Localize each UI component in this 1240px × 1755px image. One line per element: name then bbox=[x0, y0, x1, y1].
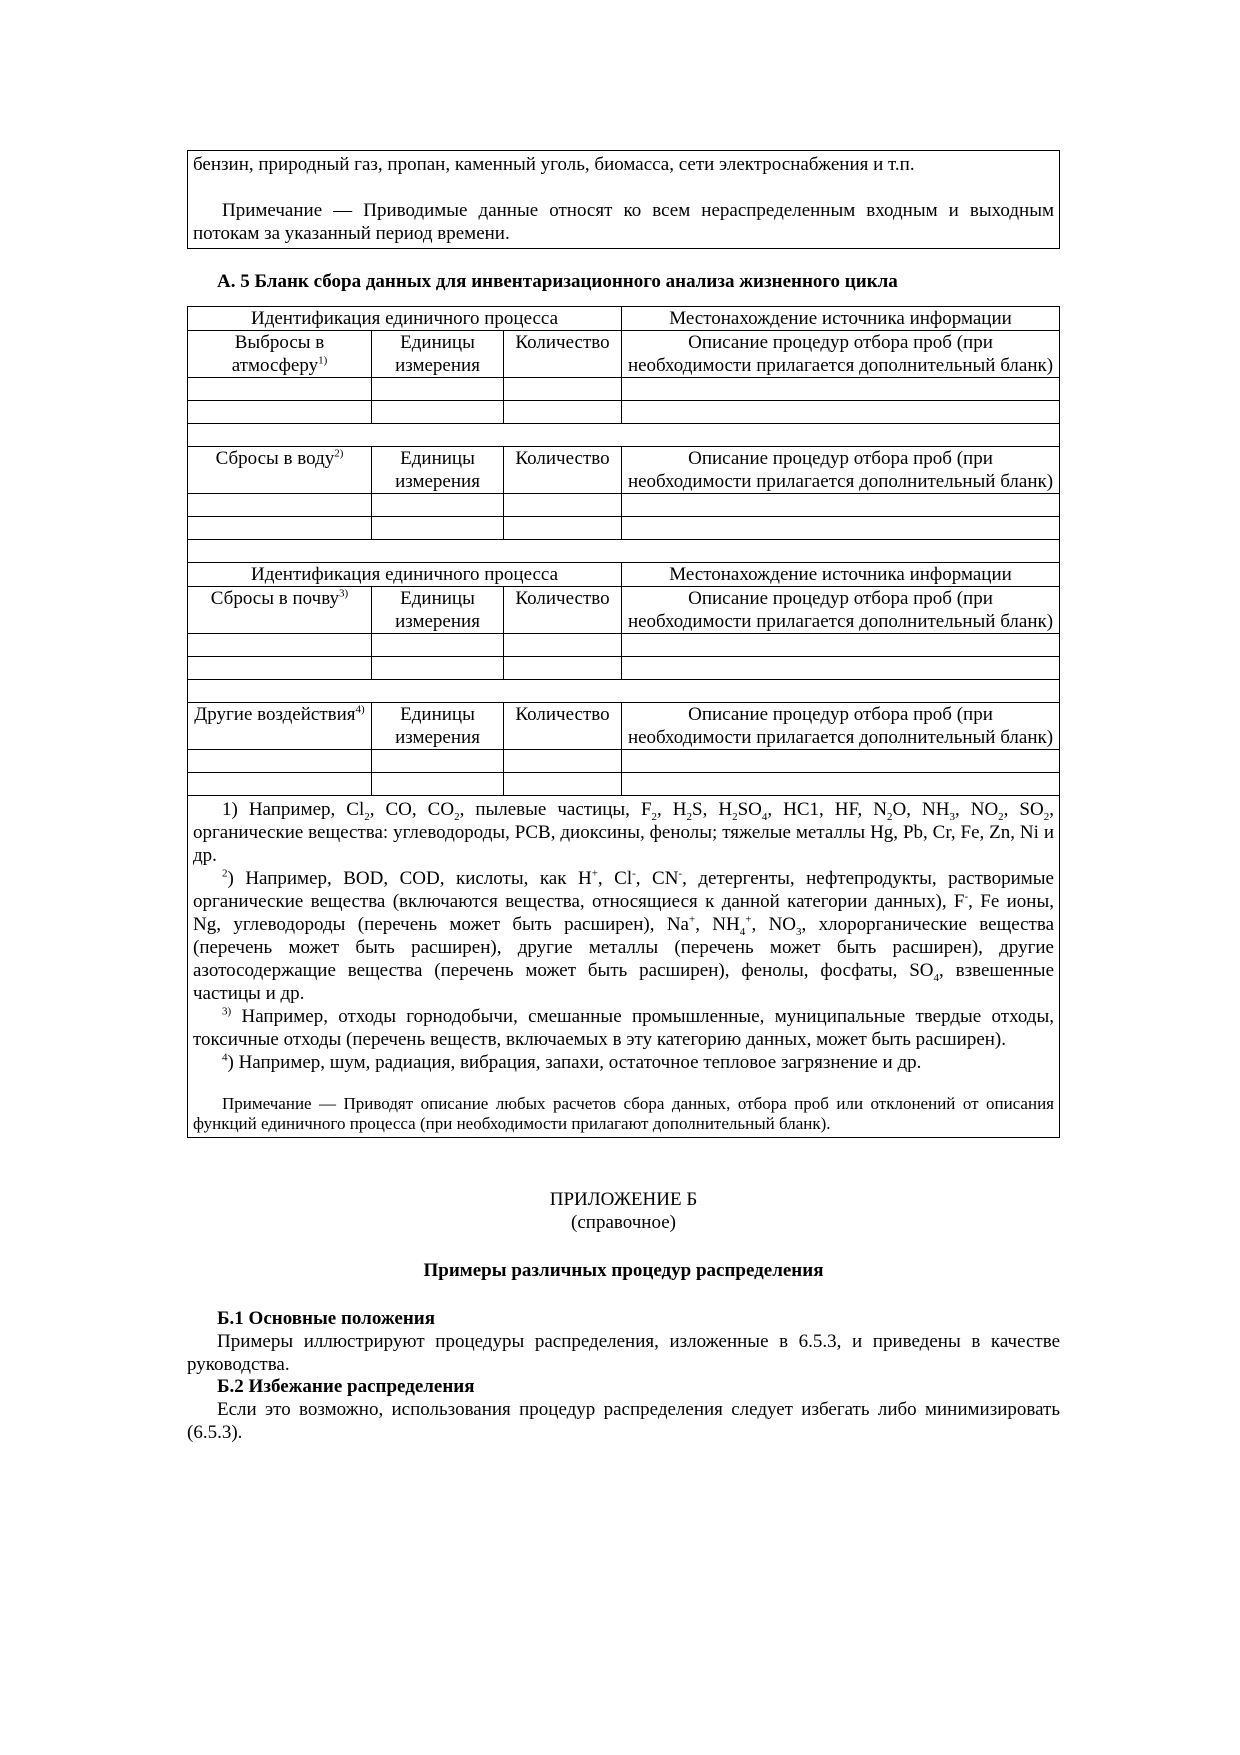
entry-cell[interactable] bbox=[188, 750, 372, 773]
entry-row bbox=[188, 773, 1060, 796]
entry-cell[interactable] bbox=[504, 657, 622, 680]
entry-row bbox=[188, 494, 1060, 517]
entry-cell[interactable] bbox=[622, 634, 1060, 657]
entry-cell[interactable] bbox=[622, 401, 1060, 424]
location-header: Местонахождение источника информации bbox=[622, 307, 1060, 331]
notes-row bbox=[188, 796, 1060, 1138]
units-header: Единицы измерения bbox=[372, 331, 504, 378]
section-b1-text: Примеры иллюстрируют процедуры распределения, изложенные в 6.5.3, и приведены в качестве руководства. bbox=[187, 1331, 1060, 1375]
entry-cell[interactable] bbox=[372, 401, 504, 424]
footnote-4: $^4$) Например, шум, радиация, вибрация, запахи, остаточное тепловое загрязнение и др. bbox=[222, 1051, 922, 1073]
section-b2-text: Если это возможно, использования процедур распределения следует избегать либо минимизировать (6.5.3). bbox=[187, 1399, 1060, 1443]
section-title: А. 5 Бланк сбора данных для инвентаризационного анализа жизненного цикла bbox=[217, 271, 898, 292]
ident-header: Идентификация единичного процесса bbox=[188, 307, 622, 331]
entry-cell[interactable] bbox=[372, 657, 504, 680]
entry-cell[interactable] bbox=[372, 634, 504, 657]
entry-cell[interactable] bbox=[622, 773, 1060, 796]
spacer-cell bbox=[188, 540, 1060, 563]
quantity-header: Количество bbox=[504, 587, 622, 634]
entry-cell[interactable] bbox=[622, 750, 1060, 773]
footnote-3: $^{3)}$ Например, отходы горнодобычи, смешанные промышленные, муниципальные твердые отходы, токсичные отходы (перечень веществ, включаемых в эту категорию данных, может быть расширен). bbox=[193, 1005, 1054, 1050]
category-label-water: Сбросы в воду$^{2)}$ bbox=[188, 447, 372, 494]
entry-cell[interactable] bbox=[188, 634, 372, 657]
category-label-other: Другие воздействия$^{4)}$ bbox=[188, 703, 372, 750]
entry-cell[interactable] bbox=[504, 378, 622, 401]
quantity-header: Количество bbox=[504, 331, 622, 378]
category-row-water bbox=[188, 447, 1060, 494]
section-b1-title: Б.1 Основные положения bbox=[217, 1308, 435, 1329]
entry-cell[interactable] bbox=[188, 517, 372, 540]
spacer-cell bbox=[188, 424, 1060, 447]
section-b2-title: Б.2 Избежание распределения bbox=[217, 1376, 475, 1397]
entry-row bbox=[188, 634, 1060, 657]
location-header: Местонахождение источника информации bbox=[622, 563, 1060, 587]
form-header-row bbox=[188, 307, 1060, 331]
appendix-heading: Примеры различных процедур распределения bbox=[423, 1260, 824, 1281]
spacer-cell bbox=[188, 680, 1060, 703]
spacer-row bbox=[188, 540, 1060, 563]
document-page bbox=[187, 150, 1060, 1444]
entry-cell[interactable] bbox=[372, 494, 504, 517]
entry-cell[interactable] bbox=[372, 517, 504, 540]
quantity-header: Количество bbox=[504, 703, 622, 750]
entry-cell[interactable] bbox=[622, 657, 1060, 680]
category-row-soil bbox=[188, 587, 1060, 634]
data-collection-form bbox=[187, 306, 1060, 1138]
entry-cell[interactable] bbox=[188, 494, 372, 517]
entry-row bbox=[188, 401, 1060, 424]
category-row-other bbox=[188, 703, 1060, 750]
entry-cell[interactable] bbox=[188, 657, 372, 680]
procedure-header: Описание процедур отбора проб (при необходимости прилагается дополнительный бланк) bbox=[622, 331, 1060, 378]
units-header: Единицы измерения bbox=[372, 703, 504, 750]
entry-cell[interactable] bbox=[372, 773, 504, 796]
procedure-header: Описание процедур отбора проб (при необходимости прилагается дополнительный бланк) bbox=[622, 587, 1060, 634]
entry-cell[interactable] bbox=[622, 517, 1060, 540]
spacer-row bbox=[188, 424, 1060, 447]
units-header: Единицы измерения bbox=[372, 587, 504, 634]
appendix-subtitle: (справочное) bbox=[571, 1212, 676, 1233]
entry-cell[interactable] bbox=[504, 634, 622, 657]
category-label-air: Выбросы в атмосферу$^{1)}$ bbox=[188, 331, 372, 378]
procedure-header: Описание процедур отбора проб (при необходимости прилагается дополнительный бланк) bbox=[622, 447, 1060, 494]
entry-row bbox=[188, 657, 1060, 680]
procedure-header: Описание процедур отбора проб (при необходимости прилагается дополнительный бланк) bbox=[622, 703, 1060, 750]
quantity-header: Количество bbox=[504, 447, 622, 494]
ident-header: Идентификация единичного процесса bbox=[188, 563, 622, 587]
entry-cell[interactable] bbox=[622, 494, 1060, 517]
entry-cell[interactable] bbox=[622, 378, 1060, 401]
fuel-list-text: бензин, природный газ, пропан, каменный уголь, биомасса, сети электроснабжения и т.п. bbox=[193, 154, 915, 175]
spacer-row bbox=[188, 680, 1060, 703]
form-remark: Примечание — Приводят описание любых расчетов сбора данных, отбора проб или отклонений от описания функций единичного процесса (при необходимости прилагают дополнительный бланк). bbox=[193, 1094, 1054, 1133]
footnote-2: $^2$) Например, BOD, COD, кислоты, как H+, Cl-, CN-, детергенты, нефтепродукты, растворимые органические вещества (включаются вещества, относящиеся к данной категории данных), F-, Fe ионы, Ng, углеводороды (перечень может быть расширен), Na+, $NH_4^+$, $NO_3$, хлорорганические вещества (перечень может быть расширен), другие металлы (перечень может быть расширен), другие азотосодержащие вещества (перечень может быть расширен), фенолы, фосфаты, $SO_4$, взвешенные частицы и др. bbox=[193, 867, 1055, 1004]
entry-cell[interactable] bbox=[372, 750, 504, 773]
entry-cell[interactable] bbox=[188, 773, 372, 796]
entry-row bbox=[188, 378, 1060, 401]
entry-cell[interactable] bbox=[504, 750, 622, 773]
entry-cell[interactable] bbox=[504, 773, 622, 796]
continued-table-cell bbox=[187, 150, 1060, 249]
entry-cell[interactable] bbox=[188, 401, 372, 424]
entry-row bbox=[188, 517, 1060, 540]
entry-cell[interactable] bbox=[504, 401, 622, 424]
note-text: Примечание — Приводимые данные относят ко всем нераспределенным входным и выходным потокам за указанный период времени. bbox=[193, 200, 1054, 244]
form-header-row bbox=[188, 563, 1060, 587]
category-label-soil: Сбросы в почву$^{3)}$ bbox=[188, 587, 372, 634]
entry-row bbox=[188, 750, 1060, 773]
entry-cell[interactable] bbox=[188, 378, 372, 401]
footnote-1: 1) Например, $Cl_2$, CO, $CO_2$, пылевые частицы, $F_2$, $H_2S$, $H_2SO_4$, HC1, HF, $N_2O$, $NH_3$, $NO_2$, $SO_2$, органические вещества: углеводороды, PCB, диоксины, фенолы; тяжелые металлы Hg, Pb, Cr, Fe, Zn, Ni и др. bbox=[193, 799, 1054, 866]
category-row-air bbox=[188, 331, 1060, 378]
appendix-title: ПРИЛОЖЕНИЕ Б bbox=[549, 1189, 698, 1210]
entry-cell[interactable] bbox=[372, 378, 504, 401]
notes-cell bbox=[188, 796, 1060, 1138]
units-header: Единицы измерения bbox=[372, 447, 504, 494]
entry-cell[interactable] bbox=[504, 517, 622, 540]
entry-cell[interactable] bbox=[504, 494, 622, 517]
